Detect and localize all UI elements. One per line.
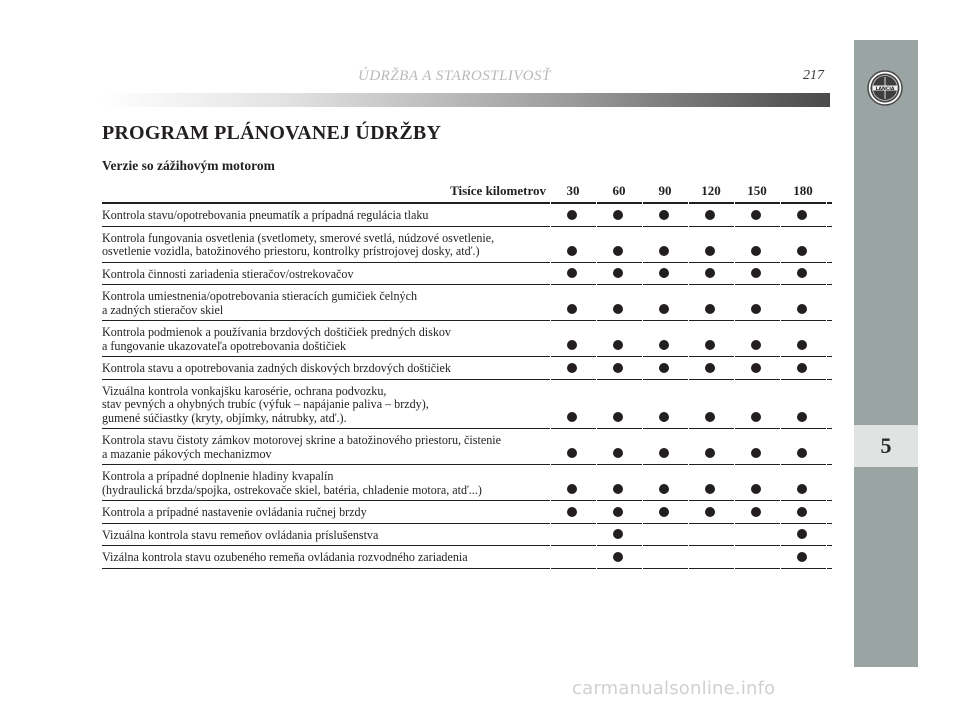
check-dot-icon <box>659 484 669 494</box>
check-cell <box>596 380 642 429</box>
check-dot-icon <box>751 210 761 220</box>
check-dot-icon <box>705 246 715 256</box>
row-description <box>102 524 550 546</box>
check-cell <box>734 357 780 379</box>
row-description-line: Vizuálna kontrola stavu remeňov ovládania príslušenstva <box>102 527 379 542</box>
check-dot-icon <box>797 268 807 278</box>
row-description-line: Kontrola fungovania osvetlenia (svetlomety, smerové svetlá, núdzové osvetlenie, <box>102 230 495 245</box>
check-cell <box>642 546 688 568</box>
column-separator <box>688 178 689 569</box>
lancia-logo <box>867 70 903 106</box>
row-description <box>102 380 550 429</box>
check-cell <box>550 465 596 500</box>
row-description-line: a zadných stieračov skiel <box>102 302 224 317</box>
page-title: PROGRAM PLÁNOVANEJ ÚDRŽBY <box>102 122 442 144</box>
row-description-line: stav pevných a ohybných trubíc (výfuk – napájanie paliva – brzdy), <box>102 397 429 411</box>
check-dot-icon <box>705 507 715 517</box>
check-dot-icon <box>705 484 715 494</box>
check-cell <box>780 357 826 379</box>
row-description <box>102 321 550 356</box>
row-description-line: a fungovanie ukazovateľa opotrebovania doštičiek <box>102 338 347 353</box>
check-cell <box>780 429 826 464</box>
page-subtitle: Verzie so zážihovým motorom <box>102 158 275 173</box>
check-cell <box>734 285 780 320</box>
check-dot-icon <box>797 507 807 517</box>
table-row <box>102 429 832 465</box>
table-row <box>102 227 832 263</box>
check-cell <box>734 524 780 546</box>
check-dot-icon <box>705 304 715 314</box>
km-column-header: 150 <box>747 183 767 198</box>
check-dot-icon <box>613 363 623 373</box>
check-dot-icon <box>751 507 761 517</box>
km-column-header: 120 <box>701 183 721 198</box>
check-cell <box>596 321 642 356</box>
check-cell <box>596 357 642 379</box>
check-dot-icon <box>567 268 577 278</box>
check-cell <box>550 263 596 285</box>
row-description-line: Kontrola podmienok a používania brzdových doštičiek predných diskov <box>102 325 451 339</box>
table-row <box>102 204 832 227</box>
check-cell <box>688 227 734 262</box>
check-cell <box>550 546 596 568</box>
table-row <box>102 263 832 286</box>
check-cell <box>688 429 734 464</box>
check-cell <box>596 524 642 546</box>
row-description <box>102 357 550 379</box>
check-cell <box>642 204 688 226</box>
row-description <box>102 263 550 285</box>
row-description-line: Kontrola a prípadné doplnenie hladiny kvapalín <box>102 469 334 483</box>
check-dot-icon <box>797 246 807 256</box>
row-description-line: Vizálna kontrola stavu ozubeného remeňa ovládania rozvodného zariadenia <box>102 550 468 564</box>
check-cell <box>780 263 826 285</box>
check-cell <box>688 263 734 285</box>
check-dot-icon <box>613 304 623 314</box>
check-cell <box>642 429 688 464</box>
check-dot-icon <box>705 340 715 350</box>
row-description-line: a mazanie pákových mechanizmov <box>102 446 272 461</box>
check-cell <box>550 524 596 546</box>
column-separator <box>734 178 735 569</box>
check-cell <box>642 263 688 285</box>
check-cell <box>596 263 642 285</box>
check-dot-icon <box>613 448 623 458</box>
check-dot-icon <box>797 552 807 562</box>
check-dot-icon <box>567 304 577 314</box>
check-dot-icon <box>751 412 761 422</box>
check-cell <box>688 321 734 356</box>
row-description-line: Kontrola činnosti zariadenia stieračov/ostrekovačov <box>102 266 354 281</box>
check-dot-icon <box>567 484 577 494</box>
check-cell <box>734 321 780 356</box>
check-cell <box>642 285 688 320</box>
row-description <box>102 429 550 464</box>
row-description-line: Kontrola a prípadné nastavenie ovládania ručnej brzdy <box>102 505 367 519</box>
check-dot-icon <box>613 412 623 422</box>
table-row <box>102 524 832 547</box>
check-cell <box>734 501 780 523</box>
check-dot-icon <box>797 363 807 373</box>
check-dot-icon <box>797 448 807 458</box>
table-row <box>102 380 832 430</box>
chapter-tab[interactable]: 5 <box>854 425 918 467</box>
check-cell <box>550 380 596 429</box>
check-dot-icon <box>797 484 807 494</box>
check-cell <box>550 501 596 523</box>
check-dot-icon <box>659 340 669 350</box>
check-cell <box>734 380 780 429</box>
check-dot-icon <box>751 340 761 350</box>
check-dot-icon <box>613 210 623 220</box>
check-dot-icon <box>751 363 761 373</box>
check-cell <box>734 465 780 500</box>
check-cell <box>780 501 826 523</box>
logo-text: LANCIA <box>875 86 895 92</box>
check-dot-icon <box>613 529 623 539</box>
check-cell <box>642 465 688 500</box>
column-separator <box>780 178 781 569</box>
column-separator <box>596 178 597 569</box>
table-row <box>102 321 832 357</box>
check-dot-icon <box>751 304 761 314</box>
check-cell <box>688 465 734 500</box>
table-row <box>102 501 832 524</box>
row-description <box>102 465 550 500</box>
km-column-header: 60 <box>612 183 626 198</box>
check-dot-icon <box>659 412 669 422</box>
check-dot-icon <box>567 507 577 517</box>
watermark: carmanualsonline.info <box>572 678 776 699</box>
check-cell <box>596 204 642 226</box>
column-separator <box>826 178 827 569</box>
check-cell <box>734 263 780 285</box>
table-row <box>102 465 832 501</box>
check-cell <box>688 524 734 546</box>
check-dot-icon <box>613 484 623 494</box>
table-header <box>102 178 832 204</box>
check-dot-icon <box>705 210 715 220</box>
check-dot-icon <box>613 552 623 562</box>
check-dot-icon <box>797 412 807 422</box>
km-column-header: 30 <box>566 183 580 198</box>
check-dot-icon <box>613 507 623 517</box>
check-dot-icon <box>797 304 807 314</box>
check-cell <box>780 285 826 320</box>
row-description-line: Kontrola stavu čistoty zámkov motorovej skrine a batožinového priestoru, čistenie <box>102 433 501 447</box>
check-cell <box>688 380 734 429</box>
check-cell <box>596 285 642 320</box>
check-dot-icon <box>567 448 577 458</box>
table-row <box>102 357 832 380</box>
check-cell <box>596 227 642 262</box>
check-cell <box>688 357 734 379</box>
check-dot-icon <box>567 210 577 220</box>
check-cell <box>688 501 734 523</box>
check-cell <box>780 524 826 546</box>
km-column-header: 90 <box>658 183 672 198</box>
check-dot-icon <box>567 363 577 373</box>
check-cell <box>688 546 734 568</box>
check-dot-icon <box>659 507 669 517</box>
check-dot-icon <box>705 268 715 278</box>
check-cell <box>780 204 826 226</box>
check-dot-icon <box>613 268 623 278</box>
check-cell <box>642 501 688 523</box>
side-bar <box>854 40 918 667</box>
check-cell <box>642 227 688 262</box>
table-row <box>102 285 832 321</box>
check-cell <box>688 204 734 226</box>
check-dot-icon <box>797 210 807 220</box>
check-dot-icon <box>659 363 669 373</box>
check-cell <box>780 380 826 429</box>
check-dot-icon <box>751 268 761 278</box>
check-cell <box>596 546 642 568</box>
check-dot-icon <box>751 484 761 494</box>
row-description-line: Kontrola umiestnenia/opotrebovania stieracích gumičiek čelných <box>102 289 417 303</box>
check-cell <box>550 429 596 464</box>
check-dot-icon <box>705 363 715 373</box>
check-dot-icon <box>797 529 807 539</box>
check-cell <box>550 357 596 379</box>
check-cell <box>642 321 688 356</box>
check-cell <box>550 321 596 356</box>
check-dot-icon <box>751 246 761 256</box>
km-column-header: 180 <box>793 183 813 198</box>
check-cell <box>642 380 688 429</box>
check-dot-icon <box>659 246 669 256</box>
row-description <box>102 204 550 226</box>
check-dot-icon <box>659 210 669 220</box>
check-cell <box>550 227 596 262</box>
check-dot-icon <box>751 448 761 458</box>
check-dot-icon <box>567 412 577 422</box>
check-dot-icon <box>567 340 577 350</box>
check-cell <box>688 285 734 320</box>
check-cell <box>780 321 826 356</box>
check-cell <box>734 204 780 226</box>
check-cell <box>596 501 642 523</box>
row-description-line: Vizuálna kontrola vonkajšku karosérie, ochrana podvozku, <box>102 383 387 398</box>
header-rule <box>100 93 830 107</box>
maintenance-table <box>102 178 832 569</box>
check-dot-icon <box>705 412 715 422</box>
check-cell <box>780 465 826 500</box>
check-cell <box>734 546 780 568</box>
row-description-line: Kontrola stavu a opotrebovania zadných diskových brzdových doštičiek <box>102 361 451 375</box>
table-row <box>102 546 832 569</box>
row-description-line: gumené súčiastky (kryty, objímky, nátrubky, atď.). <box>102 410 347 425</box>
page-number: 217 <box>803 68 824 83</box>
row-description-line: osvetlenie vozidla, batožinového priestoru, kontrolky prístrojovej dosky, atď.) <box>102 244 480 258</box>
km-header-label: Tisíce kilometrov <box>450 183 546 198</box>
check-dot-icon <box>659 268 669 278</box>
check-cell <box>550 285 596 320</box>
check-dot-icon <box>659 448 669 458</box>
section-title: ÚDRŽBA A STAROSTLIVOSŤ <box>358 68 551 84</box>
check-cell <box>596 465 642 500</box>
check-dot-icon <box>613 246 623 256</box>
column-separator <box>550 178 551 569</box>
check-dot-icon <box>797 340 807 350</box>
table-body <box>102 204 832 569</box>
column-separator <box>642 178 643 569</box>
check-cell <box>780 546 826 568</box>
check-cell <box>642 524 688 546</box>
check-cell <box>550 204 596 226</box>
check-dot-icon <box>659 304 669 314</box>
row-description <box>102 546 550 568</box>
check-dot-icon <box>567 246 577 256</box>
row-description-line: Kontrola stavu/opotrebovania pneumatík a prípadná regulácia tlaku <box>102 208 429 222</box>
check-dot-icon <box>613 340 623 350</box>
check-dot-icon <box>705 448 715 458</box>
check-cell <box>734 429 780 464</box>
check-cell <box>642 357 688 379</box>
check-cell <box>734 227 780 262</box>
check-cell <box>596 429 642 464</box>
row-description-line: (hydraulická brzda/spojka, ostrekovače skiel, batéria, chladenie motora, atď...) <box>102 482 482 497</box>
row-description <box>102 501 550 523</box>
check-cell <box>780 227 826 262</box>
row-description <box>102 285 550 320</box>
row-description <box>102 227 550 262</box>
